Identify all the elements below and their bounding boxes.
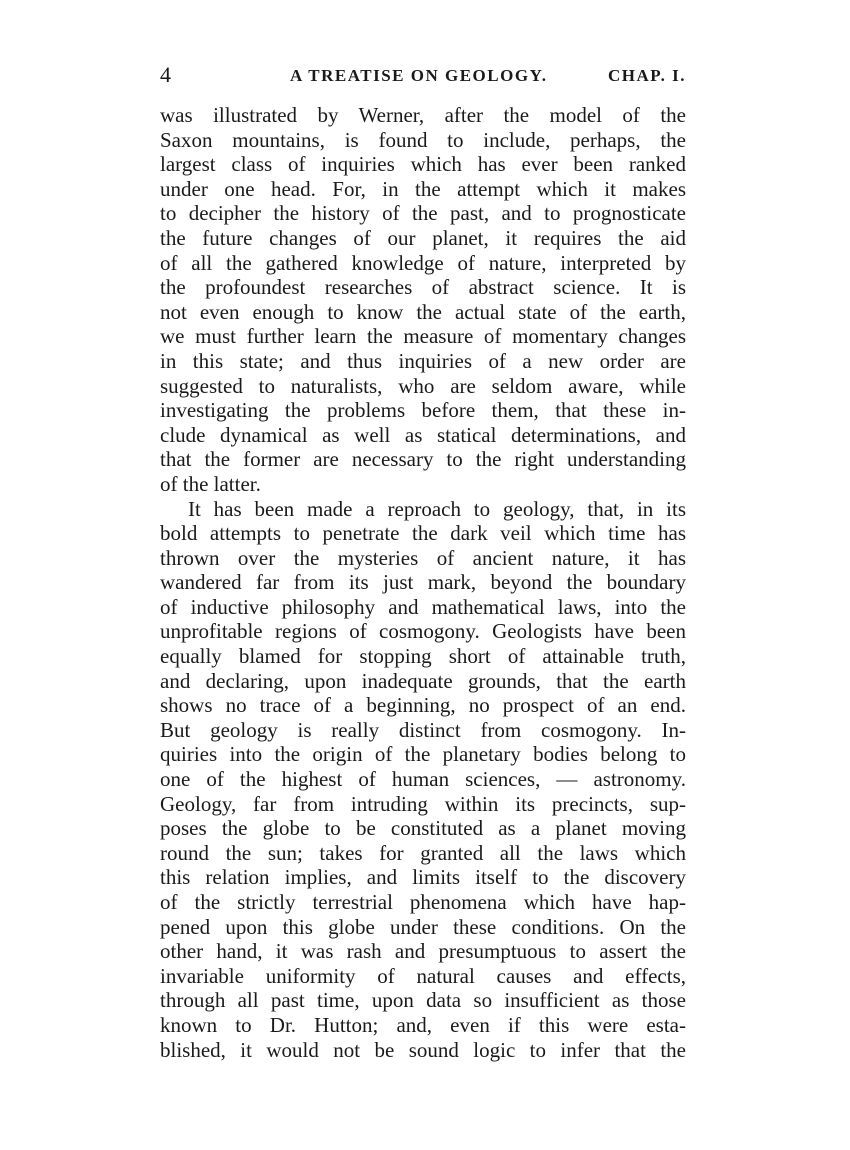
text-line: other hand, it was rash and presumptuous to assert the bbox=[160, 939, 686, 964]
text-line: we must further learn the measure of momentary changes bbox=[160, 324, 686, 349]
text-line: It has been made a reproach to geology, that, in its bbox=[188, 496, 686, 521]
body-text bbox=[160, 103, 686, 1062]
text-line: bold attempts to penetrate the dark veil which time has bbox=[160, 521, 686, 546]
text-line: quiries into the origin of the planetary bodies belong to bbox=[160, 742, 686, 767]
text-line: of all the gathered knowledge of nature, interpreted by bbox=[160, 250, 686, 275]
text-line: investigating the problems before them, that these in- bbox=[160, 398, 686, 423]
text-line: blished, it would not be sound logic to infer that the bbox=[160, 1037, 686, 1062]
text-line: invariable uniformity of natural causes and effects, bbox=[160, 963, 686, 988]
text-line: round the sun; takes for granted all the laws which bbox=[160, 840, 686, 865]
text-line: pened upon this globe under these conditions. On the bbox=[160, 914, 686, 939]
running-title: A TREATISE ON GEOLOGY. bbox=[290, 66, 548, 85]
text-line: in this state; and thus inquiries of a new order are bbox=[160, 348, 686, 373]
text-line: one of the highest of human sciences, — astronomy. bbox=[160, 767, 686, 792]
chapter-label: CHAP. I. bbox=[608, 66, 686, 85]
text-line: of inductive philosophy and mathematical laws, into the bbox=[160, 594, 686, 619]
text-line: shows no trace of a beginning, no prospect of an end. bbox=[160, 693, 686, 718]
text-line: thrown over the mysteries of ancient nature, it has bbox=[160, 545, 686, 570]
text-line: of the latter. bbox=[160, 471, 261, 496]
text-line: unprofitable regions of cosmogony. Geologists have been bbox=[160, 619, 686, 644]
text-line: clude dynamical as well as statical determinations, and bbox=[160, 422, 686, 447]
text-line: equally blamed for stopping short of attainable truth, bbox=[160, 644, 686, 669]
text-line: the profoundest researches of abstract science. It is bbox=[160, 275, 686, 300]
text-line: Saxon mountains, is found to include, perhaps, the bbox=[160, 127, 686, 152]
page-number: 4 bbox=[160, 62, 171, 87]
text-line: this relation implies, and limits itself to the discovery bbox=[160, 865, 686, 890]
text-line: the future changes of our planet, it requires the aid bbox=[160, 225, 686, 250]
text-line: largest class of inquiries which has ever been ranked bbox=[160, 152, 686, 177]
text-line: But geology is really distinct from cosmogony. In- bbox=[160, 717, 686, 742]
running-head bbox=[160, 62, 686, 88]
text-line: was illustrated by Werner, after the model of the bbox=[160, 103, 686, 127]
paragraph-2 bbox=[160, 497, 686, 1063]
text-line: to decipher the history of the past, and to prognosticate bbox=[160, 201, 686, 226]
text-line: poses the globe to be constituted as a planet moving bbox=[160, 816, 686, 841]
text-line: known to Dr. Hutton; and, even if this were esta- bbox=[160, 1012, 686, 1037]
text-line: through all past time, upon data so insufficient as those bbox=[160, 988, 686, 1013]
text-line: that the former are necessary to the right understanding bbox=[160, 447, 686, 472]
text-line: not even enough to know the actual state of the earth, bbox=[160, 299, 686, 324]
text-line: suggested to naturalists, who are seldom aware, while bbox=[160, 373, 686, 398]
paragraph-1 bbox=[160, 103, 686, 497]
text-line: of the strictly terrestrial phenomena which have hap- bbox=[160, 890, 686, 914]
text-line: and declaring, upon inadequate grounds, that the earth bbox=[160, 668, 686, 693]
text-line: under one head. For, in the attempt which it makes bbox=[160, 176, 686, 201]
text-line: wandered far from its just mark, beyond the boundary bbox=[160, 570, 686, 595]
text-line: Geology, far from intruding within its precincts, sup- bbox=[160, 791, 686, 816]
